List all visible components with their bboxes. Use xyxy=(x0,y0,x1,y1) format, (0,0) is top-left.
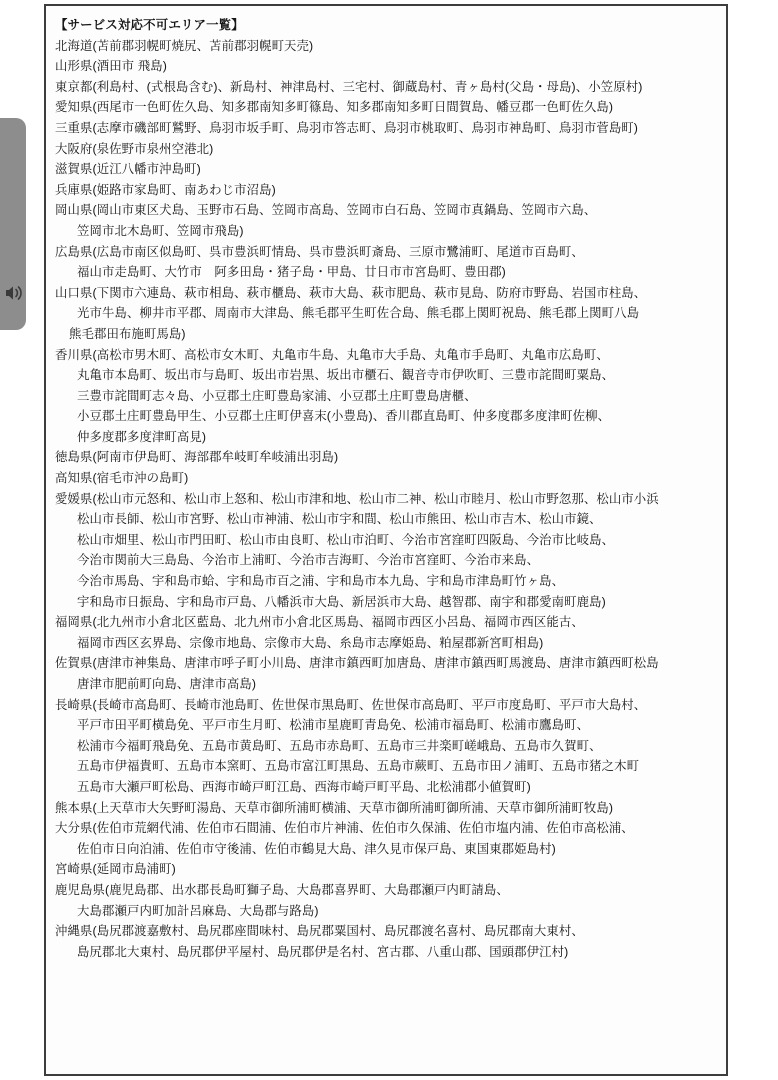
entry-line: 松山市長師、松山市宮野、松山市神浦、松山市宇和間、松山市熊田、松山市吉木、松山市鏡、 xyxy=(77,512,602,527)
entry-line: 佐賀県(唐津市神集島、唐津市呼子町小川島、唐津市鎮西町加唐島、唐津市鎮西町馬渡島、唐津市鎮西町松島 xyxy=(55,656,659,671)
entry-line: 高知県(宿毛市沖の島町) xyxy=(55,471,189,486)
entry-line: 兵庫県(姫路市家島町、南あわじ市沼島) xyxy=(55,182,276,197)
entry-line: 今治市馬島、宇和島市蛤、宇和島市百之浦、宇和島市本九島、宇和島市津島町竹ヶ島、 xyxy=(77,574,565,589)
entry-line: 宇和島市日振島、宇和島市戸島、八幡浜市大島、新居浜市大島、越智郡、南宇和郡愛南町鹿島) xyxy=(77,594,606,609)
entry-line: 光市牛島、柳井市平郡、周南市大津島、熊毛郡平生町佐合島、熊毛郡上関町祝島、熊毛郡上関町八島 xyxy=(77,306,640,321)
entry-line: 三重県(志摩市磯部町鷲野、鳥羽市坂手町、鳥羽市答志町、鳥羽市桃取町、鳥羽市神島町、鳥羽市菅島町) xyxy=(55,120,639,135)
entry-line: 五島市大瀬戸町松島、西海市崎戸町江島、西海市崎戸町平島、北松浦郡小値賀町) xyxy=(77,779,531,794)
entry-kagoshima xyxy=(55,880,716,921)
entry-fukuoka xyxy=(55,612,716,653)
entry-shiga xyxy=(55,159,716,180)
entry-line: 大阪府(泉佐野市泉州空港北) xyxy=(55,141,214,156)
entry-kumamoto xyxy=(55,798,716,819)
entry-tokyo xyxy=(55,77,716,98)
entry-line: 宮崎県(延岡市島浦町) xyxy=(55,862,176,877)
entry-line: 岡山県(岡山市東区犬島、玉野市石島、笠岡市高島、笠岡市白石島、笠岡市真鍋島、笠岡市六島、 xyxy=(55,203,597,218)
entry-line: 今治市関前大三島島、今治市上浦町、今治市吉海町、今治市宮窪町、今治市来島、 xyxy=(77,553,540,568)
entry-line: 三豊市詫間町志々島、小豆郡土庄町豊島家浦、小豆郡土庄町豊島唐櫃、 xyxy=(77,388,477,403)
entry-line: 福山市走島町、大竹市 阿多田島・猪子島・甲島、廿日市市宮島町、豊田郡) xyxy=(77,265,506,280)
entry-okinawa xyxy=(55,921,716,962)
entry-line: 山口県(下関市六連島、萩市相島、萩市櫃島、萩市大島、萩市肥島、萩市見島、防府市野島、岩国市柱島、 xyxy=(55,285,647,300)
entry-tokushima xyxy=(55,447,716,468)
entry-line: 熊本県(上天草市大矢野町湯島、天草市御所浦町横浦、天草市御所浦町御所浦、天草市御所浦町牧島) xyxy=(55,800,614,815)
entry-line: 平戸市田平町横島免、平戸市生月町、松浦市星鹿町青島免、松浦市福島町、松浦市鷹島町、 xyxy=(77,718,590,733)
entry-line: 丸亀市本島町、坂出市与島町、坂出市岩黒、坂出市櫃石、観音寺市伊吹町、三豊市詫間町粟島、 xyxy=(77,368,615,383)
entry-line: 松山市畑里、松山市門田町、松山市由良町、松山市泊町、今治市宮窪町四阪島、今治市比岐島、 xyxy=(77,532,615,547)
entry-line: 長崎県(長崎市高島町、長崎市池島町、佐世保市黒島町、佐世保市高島町、平戸市度島町、平戸市大島村、 xyxy=(55,697,647,712)
entry-saga xyxy=(55,653,716,694)
entry-line: 小豆郡土庄町豊島甲生、小豆郡土庄町伊喜末(小豊島)、香川郡直島町、仲多度郡多度津町佐柳、 xyxy=(77,409,611,424)
service-unavailable-area-document xyxy=(44,4,728,1076)
entry-line: 笠岡市北木島町、笠岡市飛島) xyxy=(77,223,244,238)
entry-ehime xyxy=(55,489,716,613)
entry-line: 佐伯市日向泊浦、佐伯市守後浦、佐伯市鶴見大島、津久見市保戸島、東国東郡姫島村) xyxy=(77,841,556,856)
entry-line: 福岡県(北九州市小倉北区藍島、北九州市小倉北区馬島、福岡市西区小呂島、福岡市西区能古、 xyxy=(55,615,584,630)
entry-osaka xyxy=(55,139,716,160)
document-title: 【サービス対応不可エリア一覧】 xyxy=(55,18,244,32)
entry-line: 滋賀県(近江八幡市沖島町) xyxy=(55,162,201,177)
entry-oita xyxy=(55,818,716,859)
entry-line: 熊毛郡田布施町馬島) xyxy=(69,326,186,341)
entry-line: 仲多度郡多度津町高見) xyxy=(77,429,207,444)
entry-line: 福岡市西区玄界島、宗像市地島、宗像市大島、糸島市志摩姫島、粕屋郡新宮町相島) xyxy=(77,635,544,650)
entry-hyogo xyxy=(55,180,716,201)
entry-yamaguchi xyxy=(55,283,716,345)
entry-line: 山形県(酒田市 飛島) xyxy=(55,59,167,74)
entry-kagawa xyxy=(55,345,716,448)
entry-line: 香川県(高松市男木町、高松市女木町、丸亀市牛島、丸亀市大手島、丸亀市手島町、丸亀市広島町、 xyxy=(55,347,609,362)
entry-line: 徳島県(阿南市伊島町、海部郡牟岐町牟岐浦出羽島) xyxy=(55,450,339,465)
entry-line: 五島市伊福貴町、五島市本窯町、五島市富江町黒島、五島市蕨町、五島市田ノ浦町、五島市猪之木町 xyxy=(77,759,640,774)
entry-line: 愛知県(西尾市一色町佐久島、知多郡南知多町篠島、知多郡南知多町日間賀島、幡豆郡一色町佐久島) xyxy=(55,100,614,115)
entry-line: 大島郡瀬戸内町加計呂麻島、大島郡与路島) xyxy=(77,903,319,918)
entry-yamagata xyxy=(55,56,716,77)
entry-hokkaido xyxy=(55,36,716,57)
entry-line: 松浦市今福町飛島免、五島市黄島町、五島市赤島町、五島市三井楽町嵯峨島、五島市久賀町、 xyxy=(77,738,602,753)
entry-kochi xyxy=(55,468,716,489)
entry-okayama xyxy=(55,200,716,241)
entry-hiroshima xyxy=(55,242,716,283)
entry-miyazaki xyxy=(55,859,716,880)
entry-line: 鹿児島県(鹿児島郡、出水郡長島町獅子島、大島郡喜界町、大島郡瀬戸内町請島、 xyxy=(55,882,509,897)
entry-line: 北海道(苫前郡羽幌町焼尻、苫前郡羽幌町天売) xyxy=(55,38,314,53)
document-body xyxy=(46,6,726,962)
entry-mie xyxy=(55,118,716,139)
speaker-icon xyxy=(2,282,24,304)
entry-aichi xyxy=(55,97,716,118)
entry-line: 島尻郡北大東村、島尻郡伊平屋村、島尻郡伊是名村、宮古郡、八重山郡、国頭郡伊江村) xyxy=(77,944,569,959)
entry-line: 大分県(佐伯市荒網代浦、佐伯市石間浦、佐伯市片神浦、佐伯市久保浦、佐伯市塩内浦、佐伯市高松浦、 xyxy=(55,821,634,836)
entry-line: 沖縄県(島尻郡渡嘉敷村、島尻郡座間味村、島尻郡粟国村、島尻郡渡名喜村、島尻郡南大東村、 xyxy=(55,924,584,939)
entry-line: 愛媛県(松山市元怒和、松山市上怒和、松山市津和地、松山市二神、松山市睦月、松山市野忽那、松山市小浜 xyxy=(55,491,659,506)
entry-line: 東京都(利島村、(式根島含む)、新島村、神津島村、三宅村、御蔵島村、青ヶ島村(父島・母島)、小笠原村) xyxy=(55,79,643,94)
entry-line: 唐津市肥前町向島、唐津市高島) xyxy=(77,677,257,691)
entry-nagasaki xyxy=(55,695,716,798)
entry-line: 広島県(広島市南区似島町、呉市豊浜町情島、呉市豊浜町斎島、三原市鷺浦町、尾道市百島町、 xyxy=(55,244,584,259)
